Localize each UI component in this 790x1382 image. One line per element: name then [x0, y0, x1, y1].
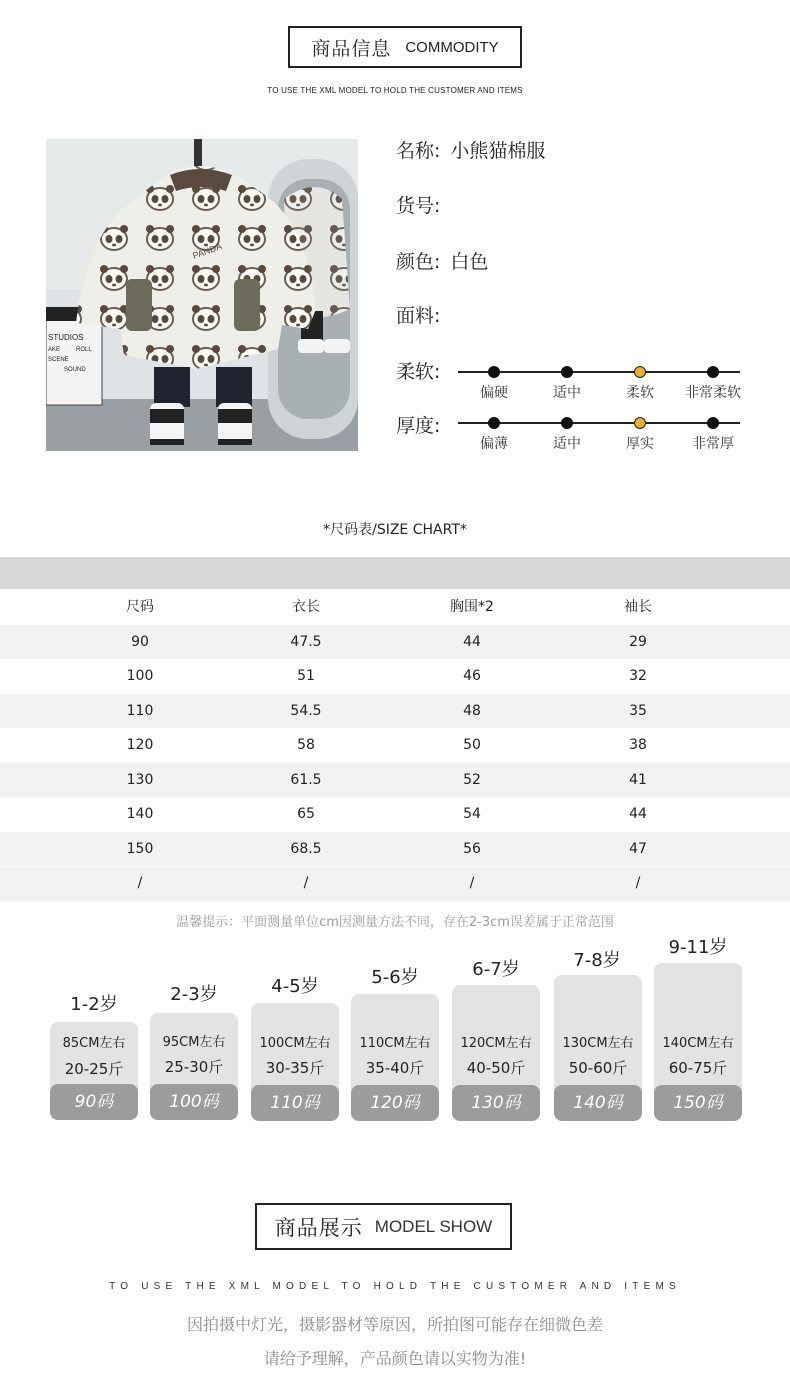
info-color-label: 颜色: [396, 251, 441, 273]
commodity-title-cn: 商品信息 [311, 37, 392, 60]
table-row [0, 866, 790, 901]
table-row [0, 694, 790, 729]
size-card-badge: 110码 [251, 1085, 339, 1121]
commodity-tagline: TO USE THE XML MODEL TO HOLD THE CUSTOMER AND ITEMS [267, 86, 523, 95]
commodity-title-box [288, 26, 522, 68]
softness-option-4: 非常柔软 [685, 385, 741, 401]
size-card-100 [150, 1013, 238, 1120]
size-card-badge: 100码 [150, 1084, 238, 1120]
size-card-weight: 50-60斤 [568, 1059, 628, 1077]
table-cell: 47.5 [290, 633, 322, 650]
clapper-text-4: SCENE [48, 357, 69, 363]
table-cell: 130 [126, 771, 154, 788]
header-size: 尺码 [126, 599, 154, 615]
info-fabric-label: 面料: [396, 305, 441, 327]
thickness-option-1: 偏薄 [480, 436, 508, 452]
size-chart-title: *尺码表/SIZE CHART* [323, 522, 467, 538]
size-card-110 [251, 1003, 339, 1121]
measurement-note: 温馨提示：平面测量单位cm因测量方法不同，存在2-3cm误差属于正常范围 [176, 915, 614, 930]
disclaimer-line-1: 因拍摄中灯光，摄影器材等原因，所拍图可能存在细微色差 [186, 1315, 603, 1334]
header-chest: 胸围*2 [450, 599, 494, 615]
size-card-badge: 120码 [351, 1085, 439, 1121]
thickness-option-2: 适中 [553, 436, 581, 452]
size-card-height: 85CM左右 [62, 1036, 126, 1051]
table-cell: 56 [463, 840, 481, 857]
thickness-dot-1 [488, 417, 500, 429]
table-cell: 68.5 [290, 840, 322, 857]
softness-scale-line [458, 371, 740, 373]
clapper-text-5: SOUND [64, 367, 86, 373]
softness-label: 柔软: [396, 361, 441, 383]
coat-print-text: PANDA [191, 241, 224, 261]
softness-option-2: 适中 [553, 385, 581, 401]
thickness-option-3: 厚实 [626, 436, 654, 452]
info-color-row [396, 247, 488, 274]
size-card-weight: 20-25斤 [64, 1060, 124, 1078]
softness-option-3: 柔软 [626, 385, 654, 401]
disclaimer-line-2: 请给予理解，产品颜色请以实物为准! [263, 1349, 527, 1368]
header-length: 衣长 [292, 599, 320, 615]
info-item-row [396, 191, 450, 218]
table-cell: 120 [126, 737, 154, 753]
table-row [0, 728, 790, 763]
softness-dot-3 [634, 366, 646, 378]
table-row [0, 625, 790, 660]
table-row [0, 763, 790, 798]
commodity-title-en: COMMODITY [405, 38, 499, 56]
info-name-row [396, 136, 545, 163]
header-sleeve: 袖长 [624, 599, 652, 615]
table-cell: 47 [629, 840, 647, 857]
size-card-weight: 35-40斤 [365, 1059, 425, 1077]
table-cell: / [137, 875, 143, 891]
table-row [0, 797, 790, 832]
clapper-text-2: AKE [48, 347, 61, 353]
size-card-weight: 60-75斤 [668, 1059, 728, 1077]
age-label-6: 7-8岁 [573, 950, 621, 971]
table-cell: 50 [463, 737, 481, 753]
info-name-label: 名称: [396, 140, 441, 162]
age-label-2: 2-3岁 [170, 984, 218, 1005]
thickness-option-4: 非常厚 [692, 436, 734, 452]
table-cell: 54.5 [290, 702, 322, 719]
table-cell: 38 [629, 737, 647, 753]
table-cell: 52 [463, 771, 481, 788]
table-cell: 110 [126, 702, 154, 719]
table-cell: 54 [463, 806, 481, 822]
table-cell: 100 [126, 668, 154, 684]
table-cell: 35 [629, 702, 647, 719]
size-card-height: 95CM左右 [162, 1035, 226, 1050]
size-card-badge: 150码 [654, 1085, 742, 1121]
softness-dot-4 [707, 366, 719, 378]
size-card-weight: 30-35斤 [265, 1059, 325, 1077]
table-cell: 32 [629, 668, 647, 684]
model-show-title-en: MODEL SHOW [374, 1216, 493, 1236]
size-card-height: 140CM左右 [662, 1036, 734, 1051]
size-card-height: 110CM左右 [359, 1036, 431, 1051]
thickness-dot-2 [561, 417, 573, 429]
table-cell: 61.5 [290, 771, 322, 788]
size-chart-band [0, 557, 790, 589]
age-label-1: 1-2岁 [70, 994, 118, 1015]
table-cell: 44 [629, 806, 647, 822]
size-chart-header-row [0, 590, 790, 625]
info-color-value: 白色 [450, 251, 489, 273]
thickness-scale-line [458, 422, 740, 424]
size-card-badge: 90码 [50, 1084, 138, 1120]
size-card-140 [554, 975, 642, 1121]
age-label-4: 5-6岁 [371, 967, 419, 988]
size-card-150 [654, 963, 742, 1121]
size-card-height: 120CM左右 [460, 1036, 532, 1051]
product-photo-illustration [46, 139, 358, 451]
table-cell: 44 [463, 633, 481, 650]
size-card-130 [452, 985, 540, 1121]
model-show-title-box [255, 1203, 512, 1250]
softness-option-1: 偏硬 [480, 385, 508, 401]
info-item-label: 货号: [396, 195, 441, 217]
table-cell: / [635, 875, 641, 891]
table-cell: 65 [297, 806, 315, 822]
size-card-weight: 40-50斤 [466, 1059, 526, 1077]
info-name-value: 小熊猫棉服 [450, 140, 546, 162]
info-fabric-row [396, 301, 450, 328]
table-row-divider [0, 866, 790, 867]
table-cell: / [303, 875, 309, 891]
table-cell: 41 [629, 771, 647, 788]
table-cell: / [469, 875, 475, 891]
table-cell: 46 [463, 668, 481, 684]
softness-dot-2 [561, 366, 573, 378]
size-card-90 [50, 1022, 138, 1120]
model-show-tagline: TO USE THE XML MODEL TO HOLD THE CUSTOMER AND ITEMS [109, 1281, 681, 1292]
age-label-7: 9-11岁 [668, 937, 728, 958]
size-card-badge: 140码 [554, 1085, 642, 1121]
model-show-title-cn: 商品展示 [274, 1215, 363, 1240]
table-cell: 51 [297, 668, 315, 684]
age-label-3: 4-5岁 [271, 976, 319, 997]
thickness-dot-3 [634, 417, 646, 429]
size-card-120 [351, 994, 439, 1121]
size-card-badge: 130码 [452, 1085, 540, 1121]
size-card-weight: 25-30斤 [164, 1058, 224, 1076]
age-label-5: 6-7岁 [472, 959, 520, 980]
table-cell: 29 [629, 633, 647, 650]
size-card-height: 130CM左右 [562, 1036, 634, 1051]
table-cell: 58 [297, 737, 315, 753]
table-cell: 90 [131, 633, 149, 650]
table-row [0, 659, 790, 694]
size-chart-table [0, 590, 790, 901]
clapper-text-3: ROLL [76, 347, 92, 353]
thickness-label: 厚度: [396, 415, 441, 437]
table-row [0, 832, 790, 867]
table-cell: 140 [126, 806, 154, 822]
size-card-height: 100CM左右 [259, 1036, 331, 1051]
thickness-dot-4 [707, 417, 719, 429]
table-cell: 48 [463, 702, 481, 719]
product-photo [46, 139, 358, 451]
table-cell: 150 [126, 840, 154, 857]
softness-dot-1 [488, 366, 500, 378]
clapper-text-1: STUDIOS [48, 333, 84, 342]
